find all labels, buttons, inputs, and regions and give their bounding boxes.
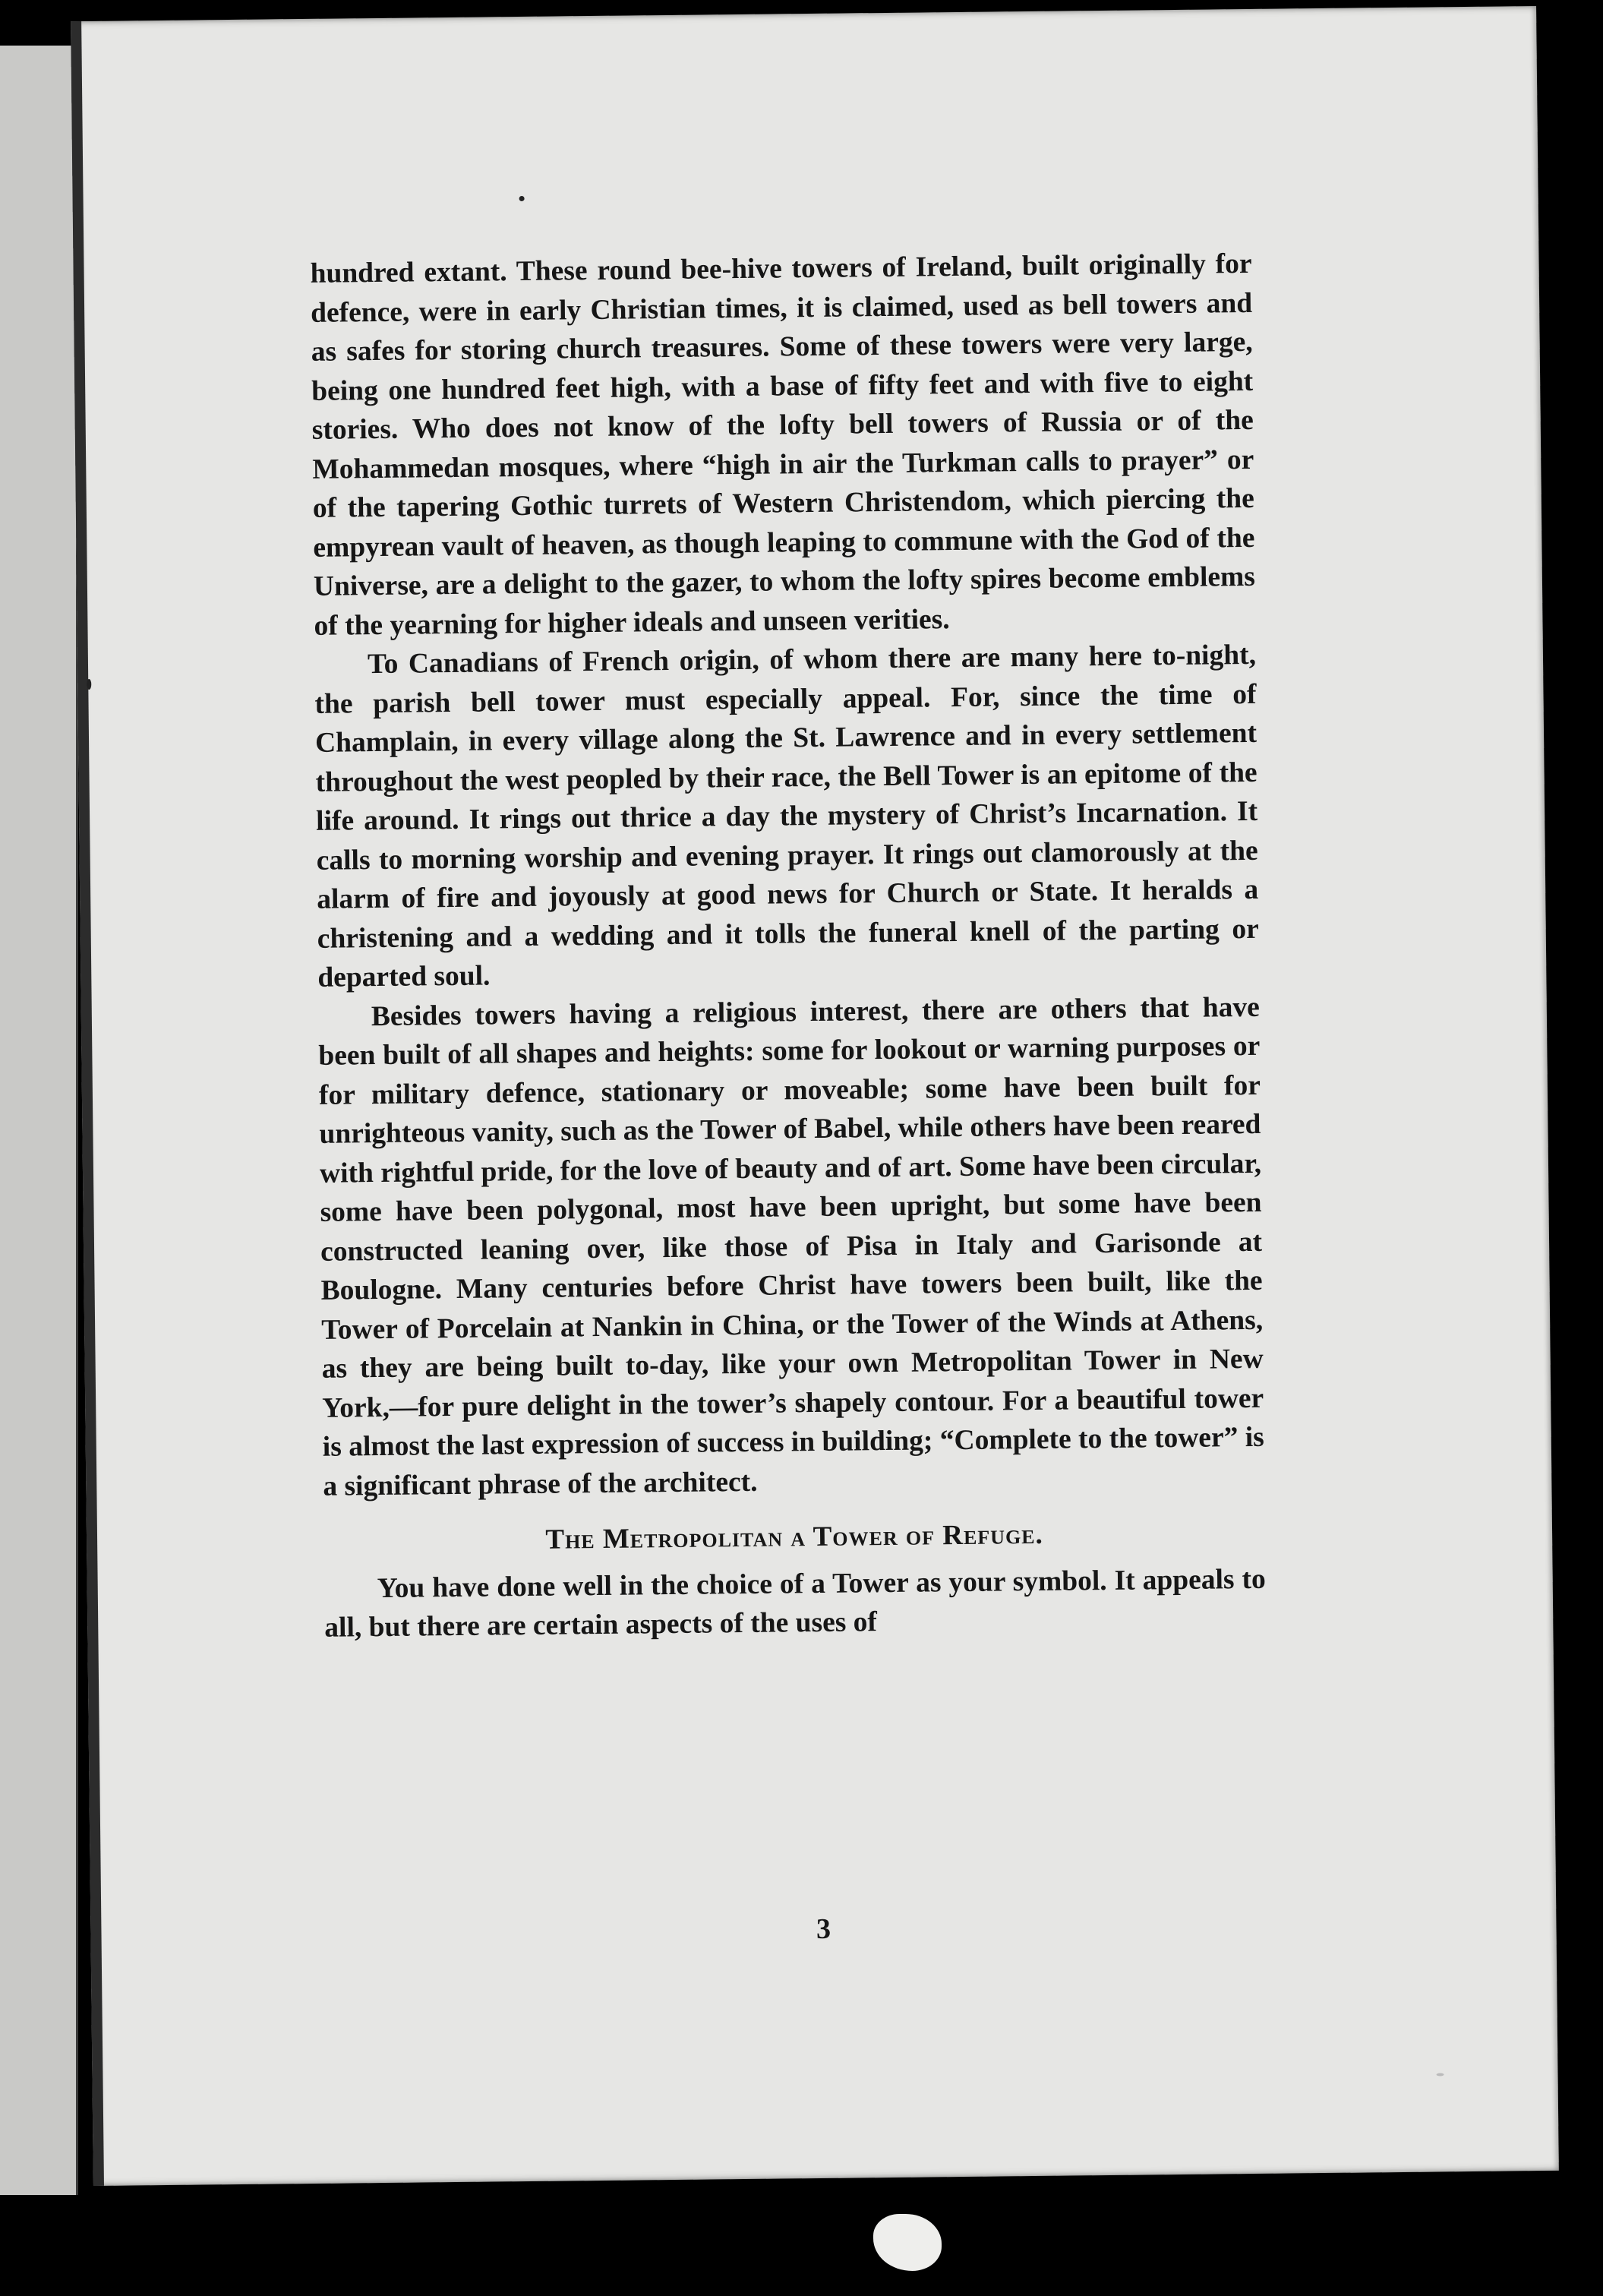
paragraph-french-canadians: To Canadians of French origin, of whom there are many here to-night, the parish bell tower must especially appeal. For, since the time of Champlain, in every village along the St. Lawrence and in every settlement throughout the west peopled by their race, the Bell Tower is an epitome of the life around. It rings out thrice a day the mystery of Christ’s Incarnation. It calls to morning worship and evening prayer. It rings out clamorously at the alarm of fire and joyously at good news for Church or State. It heralds a christening and a wedding and it tolls the funeral knell of the parting or departed soul. [314, 639, 1259, 993]
page-number: 3 [816, 1912, 831, 1946]
previous-page-edge [0, 46, 78, 2195]
book-page [71, 6, 1559, 2186]
body-text [310, 245, 1266, 1647]
paragraph-irish-towers: hundred extant. These round bee-hive towers of Ireland, built originally for defence, were in early Christian times, it is claimed, used as bell towers and as safes for storing church treasures. Some of these towers were very large, being one hundred feet high, with a base of fifty feet and with five to eight stories. Who does not know of the lofty bell towers of Russia or of the Mohammedan mosques, where “high in air the Turkman calls to prayer” or of the tapering Gothic turrets of Western Christendom, which piercing the empyrean vault of heaven, as though leaping to commune with the God of the Universe, are a delight to the gazer, to whom the lofty spires become emblems of the yearning for higher ideals and unseen verities. [310, 248, 1256, 642]
ink-speck [1437, 2073, 1444, 2076]
section-heading: The Metropolitan a Tower of Refuge. [545, 1518, 1043, 1555]
paragraph-tower-symbol: You have done well in the choice of a Tower as your symbol. It appeals to all, but there are certain aspects of the uses of [324, 1563, 1266, 1644]
ink-speck [519, 196, 525, 201]
ink-speck [87, 679, 91, 690]
paper-tear [873, 2214, 942, 2271]
paragraph-tower-types: Besides towers having a religious interest, there are others that have been built of all shapes and heights: some for lookout or warning purposes or for military defence, stationary or moveable; some have been built for unrighteous vanity, such as the Tower of Babel, while others have been reared with rightful pride, for the love of beauty and of art. Some have been circular, some have been polygonal, most have been upright, but some have been constructed leaning over, like those of Pisa in Italy and Garisonde at Boulogne. Many centuries before Christ have towers been built, like the Tower of Porcelain at Nankin in China, or the Tower of the Winds at Athens, as they are being built to-day, like your own Metropolitan Tower in New York,—for pure delight in the tower’s shapely contour. For a beautiful tower is almost the last expression of success in building; “Complete to the tower” is a significant phrase of the architect. [318, 991, 1264, 1502]
